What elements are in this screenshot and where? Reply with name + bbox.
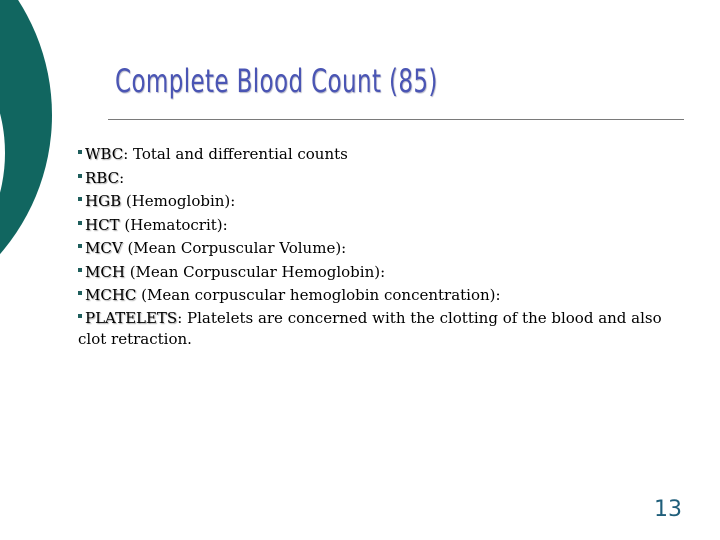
bullet-item-hct — [78, 214, 678, 238]
square-bullet-icon — [78, 291, 82, 295]
bullet-term: HGB — [85, 192, 122, 210]
bullet-term: PLATELETS — [85, 308, 178, 327]
bullet-list — [78, 143, 678, 350]
bullet-text: (Mean corpuscular hemoglobin concentration): — [136, 286, 501, 304]
slide-title: Complete Blood Count (85) — [115, 62, 438, 100]
square-bullet-icon — [78, 174, 82, 178]
square-bullet-icon — [78, 244, 82, 248]
bullet-term: HCT — [85, 215, 120, 234]
bullet-text: (Mean Corpuscular Hemoglobin): — [124, 262, 386, 281]
bullet-term: WBC — [85, 145, 124, 163]
bullet-term: MCV — [85, 239, 123, 257]
bullet-item-rbc — [78, 167, 678, 191]
bullet-item-mch — [78, 261, 678, 285]
bullet-term: RBC — [85, 168, 120, 187]
bullet-text: : — [119, 168, 125, 187]
bullet-text: (Mean Corpuscular Volume): — [122, 239, 347, 257]
bullet-text: (Hematocrit): — [119, 215, 228, 234]
page-number: 13 — [654, 497, 682, 522]
square-bullet-icon — [78, 314, 82, 318]
square-bullet-icon — [78, 197, 82, 201]
bullet-item-hgb — [78, 190, 678, 214]
square-bullet-icon — [78, 268, 82, 272]
square-bullet-icon — [78, 221, 82, 225]
bullet-item-mcv — [78, 237, 678, 261]
bullet-term: MCHC — [85, 286, 137, 304]
title-divider — [108, 119, 684, 120]
bullet-term: MCH — [85, 262, 125, 281]
corner-decoration — [0, 0, 60, 290]
bullet-text: : Total and differential counts — [123, 145, 348, 163]
dark-teal-circle — [0, 0, 52, 290]
square-bullet-icon — [78, 150, 82, 154]
bullet-item-platelets — [78, 308, 678, 350]
bullet-text: : Platelets are concerned with the clotting of the blood and also clot retraction. — [78, 308, 662, 348]
bullet-item-wbc — [78, 143, 678, 167]
bullet-text: (Hemoglobin): — [121, 192, 236, 210]
bullet-item-mchc — [78, 284, 678, 308]
